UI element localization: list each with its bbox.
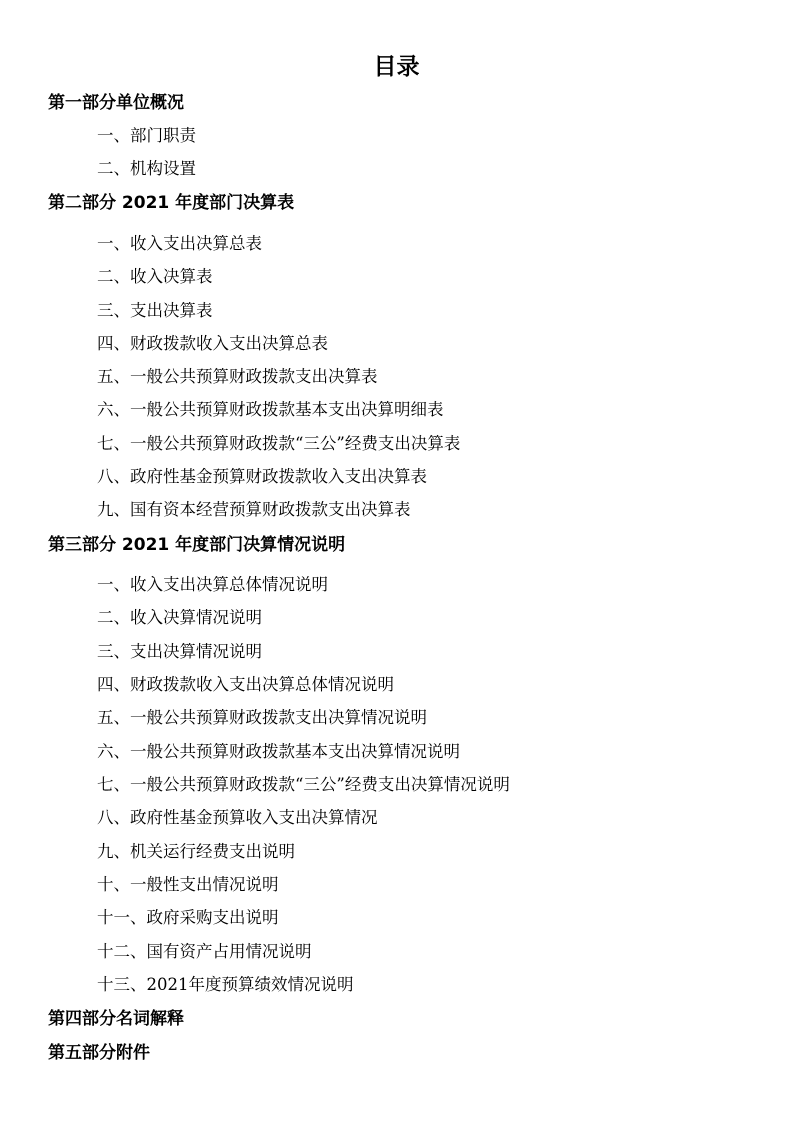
toc-title: 目录 (373, 54, 420, 80)
toc-item[interactable]: 六、一般公共预算财政拨款基本支出决算情况说明 (97, 742, 460, 761)
toc-item[interactable]: 十二、国有资产占用情况说明 (97, 942, 312, 961)
toc-item[interactable]: 九、国有资本经营预算财政拨款支出决算表 (97, 500, 411, 519)
toc-item[interactable]: 二、收入决算表 (97, 267, 213, 286)
toc-item[interactable]: 二、收入决算情况说明 (97, 608, 262, 627)
toc-item[interactable]: 七、一般公共预算财政拨款“三公”经费支出决算情况说明 (97, 775, 510, 794)
toc-item[interactable]: 一、部门职责 (97, 126, 196, 145)
toc-part-3-heading[interactable]: 第三部分 2021 年度部门决算情况说明 (48, 535, 346, 555)
toc-item[interactable]: 四、财政拨款收入支出决算总体情况说明 (97, 675, 394, 694)
toc-item[interactable]: 四、财政拨款收入支出决算总表 (97, 334, 328, 353)
toc-item[interactable]: 八、政府性基金预算财政拨款收入支出决算表 (97, 467, 427, 486)
toc-part-5-heading[interactable]: 第五部分附件 (48, 1043, 150, 1063)
toc-item[interactable]: 十一、政府采购支出说明 (97, 908, 279, 927)
toc-part-2-heading[interactable]: 第二部分 2021 年度部门决算表 (48, 193, 295, 213)
toc-item[interactable]: 五、一般公共预算财政拨款支出决算情况说明 (97, 708, 427, 727)
toc-item[interactable]: 二、机构设置 (97, 159, 196, 178)
toc-item[interactable]: 一、收入支出决算总表 (97, 234, 262, 253)
toc-item[interactable]: 十三、2021年度预算绩效情况说明 (97, 975, 354, 994)
toc-item[interactable]: 六、一般公共预算财政拨款基本支出决算明细表 (97, 400, 444, 419)
toc-item[interactable]: 三、支出决算情况说明 (97, 642, 262, 661)
toc-part-1-heading[interactable]: 第一部分单位概况 (48, 93, 184, 113)
toc-item[interactable]: 八、政府性基金预算收入支出决算情况 (97, 808, 378, 827)
toc-item[interactable]: 三、支出决算表 (97, 301, 213, 320)
toc-item[interactable]: 五、一般公共预算财政拨款支出决算表 (97, 367, 378, 386)
toc-part-4-heading[interactable]: 第四部分名词解释 (48, 1009, 184, 1029)
toc-item[interactable]: 一、收入支出决算总体情况说明 (97, 575, 328, 594)
toc-item[interactable]: 九、机关运行经费支出说明 (97, 842, 295, 861)
toc-item[interactable]: 十、一般性支出情况说明 (97, 875, 279, 894)
toc-item[interactable]: 七、一般公共预算财政拨款“三公”经费支出决算表 (97, 434, 461, 453)
